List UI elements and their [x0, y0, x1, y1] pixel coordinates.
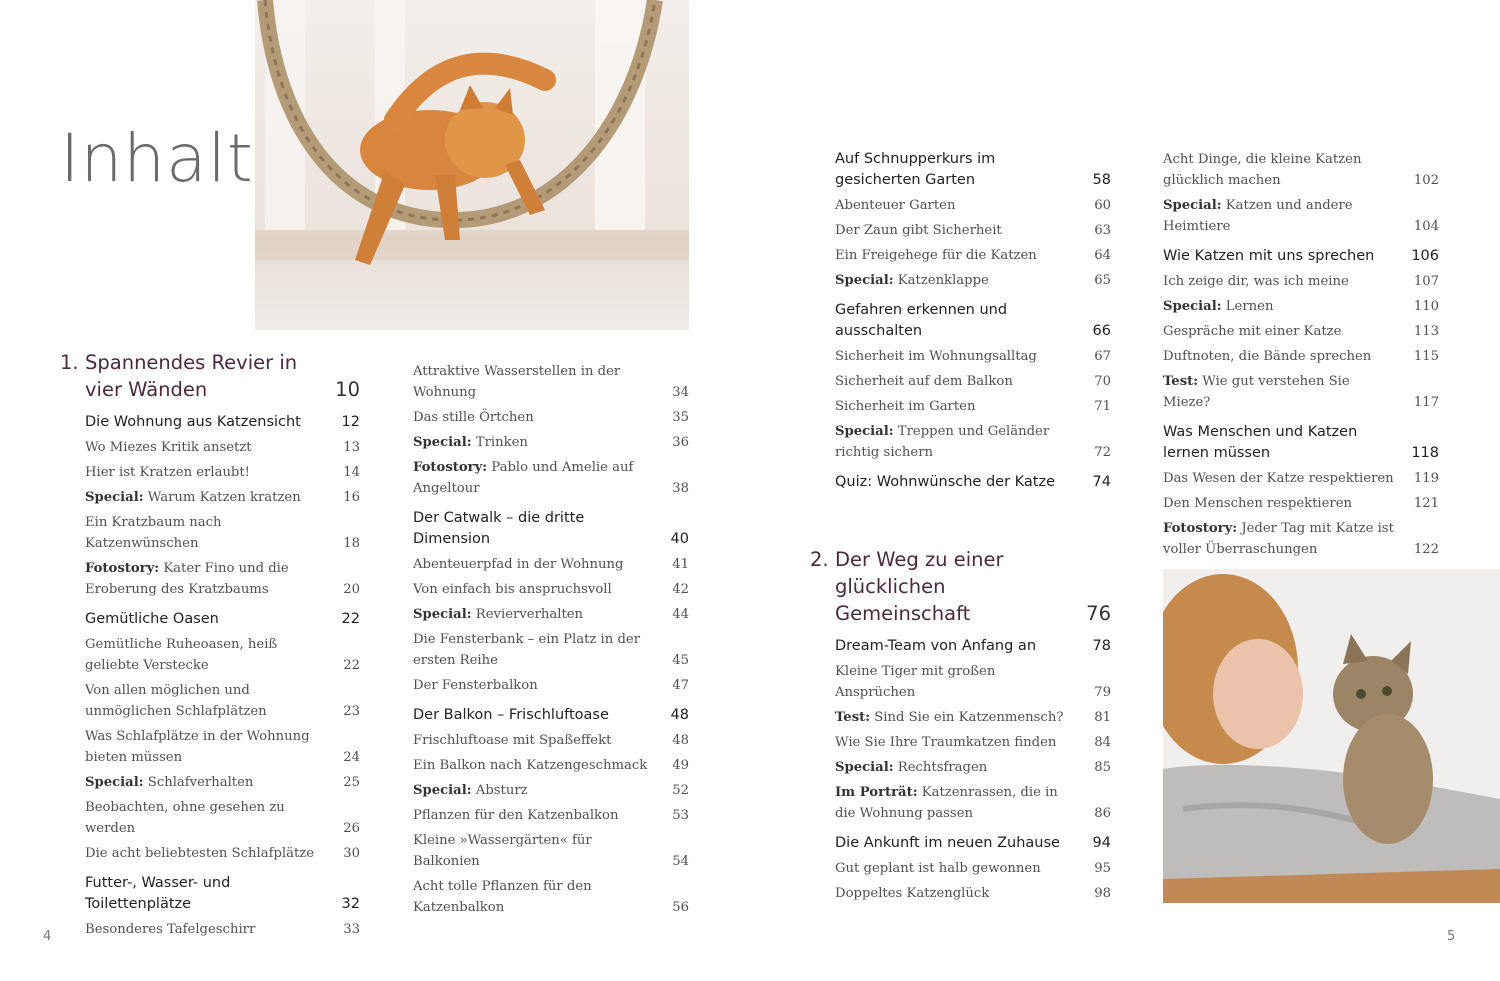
- entry-text: Die Fensterbank – ein Platz in der ersten Reihe: [413, 632, 641, 668]
- page-number: 49: [672, 758, 689, 773]
- page-number: 115: [1413, 349, 1439, 364]
- page-number: 10: [335, 378, 360, 401]
- page-number: 13: [343, 440, 360, 455]
- page-number: 70: [1094, 374, 1111, 389]
- page-number: 25: [343, 775, 360, 790]
- page-number: 35: [672, 410, 689, 425]
- page-number: 86: [1094, 806, 1111, 821]
- toc-entry[interactable]: [835, 757, 1111, 778]
- toc-entry[interactable]: [413, 508, 689, 550]
- page-number: 121: [1413, 496, 1439, 511]
- chapter-number: 1.: [60, 351, 79, 374]
- page-number: 63: [1094, 223, 1111, 238]
- page-number: 58: [1092, 172, 1111, 188]
- entry-text: Quiz: Wohnwünsche der Katze: [835, 474, 1056, 490]
- entry-text: Special: Schlafverhalten: [85, 775, 254, 790]
- toc-chapter-2[interactable]: [810, 546, 1111, 627]
- toc-entry[interactable]: [1163, 246, 1439, 267]
- page-number: 95: [1094, 861, 1111, 876]
- toc-entry[interactable]: [413, 604, 689, 625]
- toc-entry[interactable]: [85, 726, 360, 768]
- toc-entry[interactable]: [413, 629, 689, 671]
- toc-entry[interactable]: [413, 579, 689, 600]
- entry-text: Kleine Tiger mit großen Ansprüchen: [835, 664, 996, 700]
- entry-text: Gespräche mit einer Katze: [1163, 324, 1342, 339]
- toc-entry[interactable]: [85, 634, 360, 676]
- toc-entry[interactable]: [835, 472, 1111, 493]
- entry-text: Ein Kratzbaum nach Katzenwünschen: [85, 515, 222, 551]
- toc-entry[interactable]: [413, 361, 689, 403]
- toc-entry[interactable]: [85, 609, 360, 630]
- toc-entry[interactable]: [85, 558, 360, 600]
- entry-text: Acht Dinge, die kleine Katzen glücklich machen: [1163, 152, 1362, 188]
- toc-entry[interactable]: [413, 554, 689, 575]
- entry-text: Die acht beliebtesten Schlafplätze: [85, 846, 315, 861]
- toc-entry[interactable]: [835, 149, 1111, 191]
- entry-text: Wie Sie Ihre Traumkatzen finden: [835, 735, 1057, 750]
- entry-text: Gefahren erkennen und ausschalten: [835, 302, 1008, 339]
- page-number: 85: [1094, 760, 1111, 775]
- entry-text: Frischluftoase mit Spaßeffekt: [413, 733, 612, 748]
- toc-entry[interactable]: [85, 487, 360, 508]
- page-number: 117: [1413, 395, 1439, 410]
- toc-entry[interactable]: [1163, 296, 1439, 317]
- entry-text: Futter-, Wasser- und Toilettenplätze: [85, 875, 231, 912]
- toc-entry[interactable]: [85, 919, 360, 940]
- page-number: 44: [672, 607, 689, 622]
- entry-text: Ein Freigehege für die Katzen: [835, 248, 1037, 263]
- toc-entry[interactable]: [85, 797, 360, 839]
- page-number: 24: [343, 750, 360, 765]
- entry-text: Abenteuerpfad in der Wohnung: [413, 557, 624, 572]
- toc-entry[interactable]: [835, 371, 1111, 392]
- toc-entry[interactable]: [835, 220, 1111, 241]
- toc-entry[interactable]: [835, 421, 1111, 463]
- toc-entry[interactable]: [835, 346, 1111, 367]
- page-number: 36: [672, 435, 689, 450]
- page-number: 65: [1094, 273, 1111, 288]
- woman-cat-photo: [1163, 569, 1500, 903]
- entry-text: Ich zeige dir, was ich meine: [1163, 274, 1349, 289]
- page-number: 30: [343, 846, 360, 861]
- entry-text: Der Fensterbalkon: [413, 678, 538, 693]
- page-number: 48: [672, 733, 689, 748]
- toc-entry[interactable]: [835, 858, 1111, 879]
- page-number: 40: [670, 531, 689, 547]
- toc-entry[interactable]: [835, 782, 1111, 824]
- page-number: 45: [672, 653, 689, 668]
- page-number: 79: [1094, 685, 1111, 700]
- entry-text: Gut geplant ist halb gewonnen: [835, 861, 1041, 876]
- page-number: 107: [1413, 274, 1439, 289]
- page-number: 33: [343, 922, 360, 937]
- entry-text: Special: Revierverhalten: [413, 607, 584, 622]
- entry-text: Den Menschen respektieren: [1163, 496, 1353, 511]
- entry-text: Test: Sind Sie ein Katzenmensch?: [835, 710, 1064, 725]
- page-number: 66: [1092, 323, 1111, 339]
- entry-text: Gemütliche Ruheoasen, heiß geliebte Verstecke: [85, 637, 278, 673]
- page-number: 104: [1413, 219, 1439, 234]
- toc-entry[interactable]: [413, 457, 689, 499]
- toc-entry[interactable]: [1163, 321, 1439, 342]
- kitten-photo: [255, 0, 689, 330]
- page-number-right: 5: [1447, 929, 1456, 944]
- toc-entry[interactable]: [1163, 149, 1439, 191]
- page-number: 41: [672, 557, 689, 572]
- page-number: 47: [672, 678, 689, 693]
- toc-entry[interactable]: [413, 675, 689, 696]
- entry-text: Wo Miezes Kritik ansetzt: [85, 440, 252, 455]
- toc-entry[interactable]: [1163, 371, 1439, 413]
- entry-text: Besonderes Tafelgeschirr: [85, 922, 256, 937]
- entry-text: Special: Katzenklappe: [835, 273, 989, 288]
- entry-text: Pflanzen für den Katzenbalkon: [413, 808, 619, 823]
- page-number: 60: [1094, 198, 1111, 213]
- page-number: 48: [670, 707, 689, 723]
- page-number: 72: [1094, 445, 1111, 460]
- toc-entry[interactable]: [413, 755, 689, 776]
- toc-entry[interactable]: [835, 661, 1111, 703]
- toc-entry[interactable]: [1163, 346, 1439, 367]
- toc-entry[interactable]: [835, 300, 1111, 342]
- page-number: 38: [672, 481, 689, 496]
- page-number: 81: [1094, 710, 1111, 725]
- toc-entry[interactable]: [835, 245, 1111, 266]
- entry-text: Im Porträt: Katzenrassen, die in die Wohnung passen: [835, 785, 1058, 821]
- toc-entry[interactable]: [413, 432, 689, 453]
- page-number: 118: [1411, 445, 1439, 461]
- toc-entry[interactable]: [835, 707, 1111, 728]
- toc-entry[interactable]: [413, 705, 689, 726]
- entry-text: Special: Absturz: [413, 783, 528, 798]
- entry-text: Fotostory: Kater Fino und die Eroberung des Kratzbaums: [85, 561, 289, 597]
- page-number: 54: [672, 854, 689, 869]
- entry-text: Auf Schnupperkurs im gesicherten Garten: [835, 151, 996, 188]
- page-number: 67: [1094, 349, 1111, 364]
- entry-text: Abenteuer Garten: [835, 198, 956, 213]
- toc-column-2: [413, 357, 689, 918]
- toc-entry[interactable]: [835, 732, 1111, 753]
- toc-entry[interactable]: [413, 830, 689, 872]
- page-number: 98: [1094, 886, 1111, 901]
- toc-column-5: [1163, 145, 1439, 560]
- entry-text: Von einfach bis anspruchsvoll: [413, 582, 612, 597]
- entry-text: Fotostory: Pablo und Amelie auf Angeltour: [413, 460, 634, 496]
- toc-entry[interactable]: [413, 407, 689, 428]
- toc-entry[interactable]: [835, 833, 1111, 854]
- entry-text: Doppeltes Katzenglück: [835, 886, 990, 901]
- page-number: 106: [1411, 248, 1439, 264]
- toc-entry[interactable]: [413, 730, 689, 751]
- entry-text: Special: Rechtsfragen: [835, 760, 988, 775]
- toc-entry[interactable]: [1163, 493, 1439, 514]
- page-number: 42: [672, 582, 689, 597]
- page-number: 56: [672, 900, 689, 915]
- page-number: 18: [343, 536, 360, 551]
- entry-text: Die Ankunft im neuen Zuhause: [835, 835, 1060, 851]
- entry-text: Wie Katzen mit uns sprechen: [1163, 248, 1375, 264]
- toc-entry[interactable]: [1163, 422, 1439, 464]
- toc-entry[interactable]: [85, 680, 360, 722]
- entry-text: Der Zaun gibt Sicherheit: [835, 223, 1002, 238]
- entry-text: Acht tolle Pflanzen für den Katzenbalkon: [413, 879, 592, 915]
- page-number: 26: [343, 821, 360, 836]
- entry-text: Gemütliche Oasen: [85, 611, 219, 627]
- entry-text: Was Schlafplätze in der Wohnung bieten müssen: [85, 729, 310, 765]
- toc-entry[interactable]: [85, 512, 360, 554]
- page-number: 32: [341, 896, 360, 912]
- entry-text: Special: Warum Katzen kratzen: [85, 490, 301, 505]
- toc-entry[interactable]: [85, 843, 360, 864]
- toc-entry[interactable]: [835, 883, 1111, 904]
- toc-entry[interactable]: [85, 772, 360, 793]
- toc-entry[interactable]: [413, 876, 689, 918]
- entry-text: Von allen möglichen und unmöglichen Schlafplätzen: [85, 683, 267, 719]
- entry-text: Special: Treppen und Geländer richtig sichern: [835, 424, 1050, 460]
- entry-text: Die Wohnung aus Katzensicht: [85, 414, 301, 430]
- entry-text: Was Menschen und Katzen lernen müssen: [1163, 424, 1358, 461]
- entry-text: Sicherheit auf dem Balkon: [835, 374, 1013, 389]
- entry-text: Sicherheit im Garten: [835, 399, 976, 414]
- entry-text: Kleine »Wassergärten« für Balkonien: [413, 833, 592, 869]
- page-number: 22: [343, 658, 360, 673]
- toc-entry[interactable]: [835, 195, 1111, 216]
- entry-text: Der Catwalk – die dritte Dimension: [413, 510, 585, 547]
- entry-text: Der Balkon – Frischluftoase: [413, 707, 609, 723]
- entry-text: Fotostory: Jeder Tag mit Katze ist voller Überraschungen: [1163, 521, 1394, 557]
- toc-entry[interactable]: [1163, 468, 1439, 489]
- toc-entry[interactable]: [85, 437, 360, 458]
- page-number: 122: [1413, 542, 1439, 557]
- chapter-number: 2.: [810, 548, 829, 571]
- toc-entry[interactable]: [835, 636, 1111, 657]
- entry-text: Ein Balkon nach Katzengeschmack: [413, 758, 648, 773]
- entry-text: Beobachten, ohne gesehen zu werden: [85, 800, 285, 836]
- toc-entry[interactable]: [1163, 195, 1439, 237]
- page-number: 23: [343, 704, 360, 719]
- entry-text: Das Wesen der Katze respektieren: [1163, 471, 1394, 486]
- entry-text: Attraktive Wasserstellen in der Wohnung: [413, 364, 621, 400]
- page-number: 12: [341, 414, 360, 430]
- toc-entry[interactable]: [85, 873, 360, 915]
- chapter-title: Spannendes Revier in vier Wänden: [85, 351, 298, 401]
- page-number: 78: [1092, 638, 1111, 654]
- page-number: 119: [1413, 471, 1439, 486]
- toc-entry[interactable]: [85, 462, 360, 483]
- entry-text: Test: Wie gut verstehen Sie Mieze?: [1163, 374, 1350, 410]
- chapter-title: Der Weg zu einer glücklichen Gemeinschaft: [835, 548, 1004, 625]
- entry-text: Duftnoten, die Bände sprechen: [1163, 349, 1372, 364]
- toc-entry[interactable]: [413, 780, 689, 801]
- toc-entry[interactable]: [1163, 271, 1439, 292]
- page-number: 16: [343, 490, 360, 505]
- entry-text: Das stille Örtchen: [413, 410, 534, 425]
- toc-column-4: [810, 546, 1111, 904]
- page-number: 110: [1413, 299, 1439, 314]
- toc-column-1: [60, 349, 360, 940]
- page-number: 102: [1413, 173, 1439, 188]
- entry-text: Special: Trinken: [413, 435, 528, 450]
- entry-text: Hier ist Kratzen erlaubt!: [85, 465, 250, 480]
- toc-column-3: [835, 140, 1111, 493]
- page-number: 52: [672, 783, 689, 798]
- toc-entry[interactable]: [1163, 518, 1439, 560]
- page-number: 64: [1094, 248, 1111, 263]
- page-number: 71: [1094, 399, 1111, 414]
- toc-entry[interactable]: [413, 805, 689, 826]
- toc-entry[interactable]: [85, 412, 360, 433]
- page-number: 84: [1094, 735, 1111, 750]
- entry-text: Special: Lernen: [1163, 299, 1274, 314]
- page-number: 20: [343, 582, 360, 597]
- page-title: Inhalt: [60, 120, 254, 197]
- page-number: 76: [1086, 602, 1111, 625]
- page-number: 34: [672, 385, 689, 400]
- toc-entry[interactable]: [835, 270, 1111, 291]
- toc-chapter-1[interactable]: [60, 349, 360, 403]
- page-number: 113: [1413, 324, 1439, 339]
- page-number-left: 4: [43, 929, 52, 944]
- entry-text: Special: Katzen und andere Heimtiere: [1163, 198, 1353, 234]
- page-number: 74: [1092, 474, 1111, 490]
- page-number: 14: [343, 465, 360, 480]
- entry-text: Sicherheit im Wohnungsalltag: [835, 349, 1037, 364]
- toc-entry[interactable]: [835, 396, 1111, 417]
- page-number: 94: [1092, 835, 1111, 851]
- page-number: 53: [672, 808, 689, 823]
- page-number: 22: [341, 611, 360, 627]
- entry-text: Dream-Team von Anfang an: [835, 638, 1037, 654]
